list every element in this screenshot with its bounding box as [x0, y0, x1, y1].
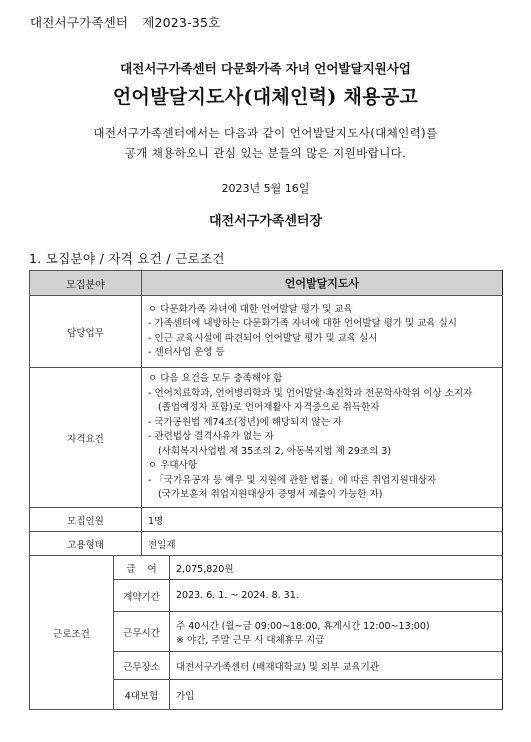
header-doc-number: 제2023-35호: [142, 15, 221, 30]
working-hours-content: [170, 612, 503, 652]
qualification-line: (사회복지사업법 제 35조의 2, 아동복지법 제 29조의 3): [158, 445, 392, 457]
salary-value: 2,075,820원: [170, 556, 503, 580]
working-hours-label: 근무시간: [114, 612, 170, 652]
employment-type-label: 고용형태: [30, 532, 142, 556]
contract-period-label: 계약기간: [114, 580, 170, 612]
qualification-line: ㅇ 우대사항: [148, 460, 197, 472]
intro-line-2: 공개 채용하오니 관심 있는 분들의 많은 지원바랍니다.: [124, 146, 407, 160]
working-hours-value: 주 40시간 (월~금 09:00~18:00, 휴게시간 12:00~13:00): [176, 620, 430, 632]
insurance-label: 4대보험: [114, 680, 170, 710]
qualification-line: - 언어치료학과, 언어병리학과 및 언어발달·촉진학과 전문학사학위 이상 소지자: [148, 387, 473, 399]
insurance-value: 가입: [170, 680, 503, 710]
qualification-line: (국가보훈처 취업지원대상자 증명서 제출이 가능한 자): [158, 489, 383, 501]
header-value-cell: 언어발달지도사: [142, 271, 503, 296]
qualification-line: - 국가공원법 제74조(정년)에 해당되지 않는 자: [148, 416, 343, 428]
qualification-line: - 관련법상 결격사유가 없는 자: [148, 431, 274, 443]
contract-period-value: 2023. 6. 1. ~ 2024. 8. 31.: [170, 580, 503, 612]
duties-line: - 센터사업 운영 등: [148, 347, 225, 358]
duties-line: ㅇ 다문화가족 자녀에 대한 언어발달 평가 및 교육: [148, 303, 353, 315]
recruitment-table: [29, 270, 503, 710]
table-header-row: [30, 271, 503, 296]
work-location-value: 대전서구가족센터 (배재대학교) 및 외부 교육기관: [170, 652, 503, 680]
section-title: 1. 모집분야 / 자격 요건 / 근로조건: [29, 251, 225, 266]
duties-line: - 인근 교육시설에 파견되어 언어발달 평가 및 교육 실시: [148, 332, 378, 344]
duties-line: - 가족센터에 내방하는 다문화가족 자녀에 대한 언어발달 평가 및 교육 실시: [148, 318, 457, 329]
employment-type-value: 전일제: [142, 532, 503, 556]
intro-line-1: 대전서구가족센터에서는 다음과 같이 언어발달지도사(대체인력)를: [93, 126, 438, 140]
qualifications-content: [142, 368, 503, 508]
qualification-line: - 「국가유공자 등 예우 및 지원에 관한 법률」에 따른 취업지원대상자: [148, 474, 437, 486]
duties-content: [142, 296, 503, 368]
notice-subtitle: 대전서구가족센터 다문화가족 자녀 언어발달지원사업: [120, 61, 411, 76]
document-number: [30, 13, 220, 31]
qualifications-row: [30, 368, 503, 508]
header-org-name: 대전서구가족센터: [30, 15, 129, 30]
qualification-line: ㅇ 다음 요건을 모두 충족해야 함: [148, 373, 283, 385]
salary-label: 급 여: [114, 556, 170, 580]
issuer-name: 대전서구가족센터장: [208, 214, 323, 229]
working-hours-note: ※ 야간, 주말 근무 시 대체휴무 지급: [176, 634, 325, 646]
duties-row: [30, 296, 503, 368]
qualification-line: (졸업예정자 포함)로 언어재활사 자격증으로 취득한자: [158, 402, 380, 414]
notice-date: 2023년 5월 16일: [221, 182, 310, 195]
headcount-value: 1명: [142, 508, 503, 532]
working-conditions-label: 근로조건: [30, 556, 114, 710]
qualifications-label: 자격요건: [30, 368, 142, 508]
headcount-label: 모집인원: [30, 508, 142, 532]
duties-label: 담당업무: [30, 296, 142, 368]
header-label-cell: 모집분야: [30, 271, 142, 296]
notice-title: 언어발달지도사(대체인력) 채용공고: [112, 86, 419, 108]
work-location-label: 근무장소: [114, 652, 170, 680]
headcount-row: [30, 508, 503, 532]
employment-type-row: [30, 532, 503, 556]
salary-row: [30, 556, 503, 580]
intro-paragraph: [0, 123, 531, 163]
